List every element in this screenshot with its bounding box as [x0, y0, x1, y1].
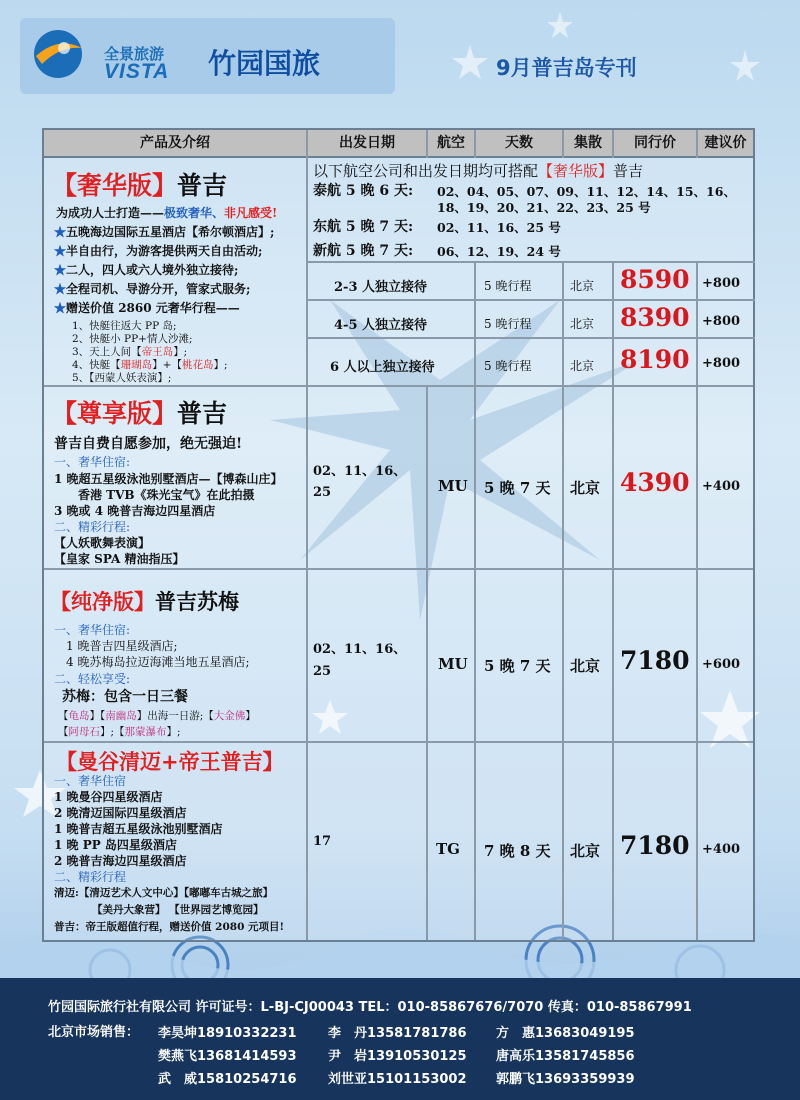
star-bullet-icon: ★: [54, 301, 67, 315]
sales-contact: 尹 岩13910530125: [328, 1049, 467, 1064]
feature-text: 半自由行，为游客提供两天自由活动;: [66, 244, 263, 258]
suggested-price: +400: [702, 479, 741, 494]
luxury-feature: [54, 280, 250, 297]
tour-text: 阿母石: [68, 726, 100, 738]
feature-text: 二人，四人或六人境外独立接待;: [66, 263, 239, 277]
brand-name-en: VISTA: [104, 60, 170, 83]
pure-line: 4 晚苏梅岛拉迈海滩当地五星酒店;: [66, 655, 250, 669]
premium-line: 1 晚超五星级泳池别墅酒店—【博森山庄】: [54, 472, 283, 486]
bangkok-line: 普吉：帝王版超值行程，赠送价值 2080 元项目!: [54, 921, 285, 933]
star-bullet-icon: ★: [54, 225, 67, 239]
trip-length: 5 晚 7 天: [484, 657, 551, 675]
premium-heading: 二、精彩行程:: [54, 520, 131, 534]
grid-line: [474, 130, 476, 158]
sub-text: 】+【: [152, 359, 182, 371]
departure-city: 北京: [570, 317, 595, 331]
trip-length: 5 晚行程: [484, 279, 532, 293]
grid-line: [44, 385, 753, 387]
group-size: 4-5 人独立接待: [334, 318, 428, 333]
tour-text: 】;: [166, 726, 181, 738]
luxury-sub-item: 1、快艇往返大 PP 岛;: [72, 320, 177, 332]
luxury-feature: [54, 261, 238, 278]
col-header-airline: 航空: [437, 135, 465, 151]
suggested-price: +600: [702, 657, 741, 672]
sub-text: 】;: [173, 346, 188, 358]
bangkok-heading: 二、精彩行程: [54, 870, 127, 884]
sales-contact: 樊燕飞13681414593: [158, 1049, 297, 1064]
sub-text: 珊瑚岛: [120, 359, 153, 371]
feature-text: 赠送价值 2860 元奢华行程——: [66, 301, 240, 315]
premium-title-bracket: 【尊享版】: [52, 399, 178, 428]
suggested-price: +400: [702, 842, 741, 857]
airline-code: TG: [436, 840, 460, 858]
pure-title: [50, 586, 239, 616]
pure-line: 1 晚普吉四星级酒店;: [66, 639, 178, 653]
sales-contact: 方 惠13683049195: [496, 1026, 635, 1041]
trip-length: 5 晚行程: [484, 317, 532, 331]
star-bullet-icon: ★: [54, 263, 67, 277]
tour-text: 南幽岛: [105, 710, 137, 722]
tagline-part: 极致奢华、: [164, 206, 225, 220]
airline-intro: [313, 160, 643, 181]
luxury-feature: [54, 242, 262, 259]
premium-line: 3 晚或 4 晚普吉海边四星酒店: [54, 504, 216, 518]
grid-line: [426, 386, 428, 940]
tour-text: 【: [58, 710, 69, 722]
col-header-suggest: 建议价: [704, 135, 747, 151]
premium-heading: 一、奢华住宿:: [54, 455, 131, 469]
bangkok-line: 1 晚 PP 岛四星级酒店: [54, 838, 177, 852]
luxury-title-bracket: 【奢华版】: [52, 171, 178, 200]
sales-contact: 武 威15810254716: [158, 1072, 297, 1087]
grid-line: [306, 299, 755, 301]
premium-line: 【皇家 SPA 精油指压】: [54, 552, 185, 566]
premium-title-rest: 普吉: [177, 399, 228, 428]
tour-text: 【: [58, 726, 69, 738]
grid-line: [612, 130, 614, 158]
tour-text: 】;【: [100, 726, 125, 738]
bangkok-heading: 一、奢华住宿: [54, 774, 127, 788]
tour-text: 龟岛: [68, 710, 90, 722]
sales-label: 北京市场销售：: [48, 1025, 140, 1040]
feature-text: 五晚海边国际五星酒店【希尔顿酒店】;: [66, 225, 275, 239]
trade-price: 8190: [620, 345, 690, 374]
trade-price: 7180: [620, 831, 690, 860]
star-bullet-icon: ★: [54, 282, 67, 296]
grid-line: [562, 130, 564, 158]
luxury-title: [52, 166, 227, 202]
luxury-title-rest: 普吉: [177, 171, 228, 200]
premium-note: 普吉自费自愿参加，绝无强迫!: [54, 436, 243, 452]
trip-length: 5 晚 7 天: [484, 479, 551, 497]
departure-dates: 25: [313, 485, 332, 500]
departure-city: 北京: [570, 842, 601, 860]
new-airline-dates: 06、12、19、24 号: [437, 244, 561, 259]
premium-title: [52, 394, 227, 430]
suggested-price: +800: [702, 314, 741, 329]
thai-airline-label: 泰航 5 晚 6 天:: [313, 183, 414, 199]
pure-heading: 一、奢华住宿:: [54, 623, 131, 637]
intro-part: 以下航空公司和出发日期均可搭配: [313, 162, 539, 180]
trade-price: 7180: [620, 646, 690, 675]
grid-line: [562, 262, 564, 940]
trip-length: 7 晚 8 天: [484, 842, 551, 860]
issue-title: 9月普吉岛专刊: [496, 56, 637, 80]
sub-text: 】;: [213, 359, 228, 371]
luxury-tagline: [56, 204, 277, 221]
grid-line: [44, 741, 753, 743]
east-airline-label: 东航 5 晚 7 天:: [313, 219, 414, 235]
company-title: 竹园国旅: [208, 47, 321, 80]
pure-tour-line: [58, 708, 256, 723]
sales-contact: 郭鹏飞13693359939: [496, 1072, 635, 1087]
luxury-sub-item: 2、快艇小 PP+情人沙滩;: [72, 333, 193, 345]
suggested-price: +800: [702, 276, 741, 291]
sub-text: 帝王岛: [141, 346, 174, 358]
departure-dates: 02、11、16、: [313, 464, 407, 479]
grid-line: [696, 262, 698, 940]
pure-line: 苏梅：包含一日三餐: [62, 689, 188, 705]
grid-line: [696, 130, 698, 158]
premium-line: 香港 TVB《珠光宝气》在此拍摄: [78, 488, 255, 502]
sub-text: 3、天上人间【: [72, 346, 142, 358]
sub-text: 桃花岛: [182, 359, 214, 371]
group-size: 2-3 人独立接待: [334, 280, 428, 295]
grid-line: [44, 568, 753, 570]
grid-line: [306, 130, 308, 940]
grid-line: [612, 262, 614, 940]
departure-city: 北京: [570, 657, 601, 675]
suggested-price: +800: [702, 356, 741, 371]
trade-price: 4390: [620, 468, 690, 497]
departure-city: 北京: [570, 279, 595, 293]
sales-contact: 刘世亚15101153002: [328, 1072, 467, 1087]
thai-airline-dates: 18、19、20、21、22、23、25 号: [437, 200, 651, 215]
tour-text: 】【: [89, 710, 106, 722]
tour-text: 大金佛: [213, 710, 246, 722]
luxury-sub-item: 5、【西蒙人妖表演】;: [72, 372, 172, 384]
tagline-part: 为成功人士打造——: [56, 206, 165, 220]
grid-line: [306, 261, 755, 263]
tour-text: 】出海一日游;【: [136, 710, 214, 722]
pure-title-bracket: 【纯净版】: [50, 590, 155, 614]
grid-line: [306, 337, 755, 339]
bangkok-line: 2 晚清迈国际四星级酒店: [54, 806, 187, 820]
sales-contact: 李 丹13581781786: [328, 1026, 467, 1041]
sales-contact: 李昊坤18910332231: [158, 1026, 297, 1041]
bangkok-title: 【曼谷清迈+帝王普吉】: [56, 750, 284, 774]
intro-part: 普吉: [613, 162, 644, 180]
pure-tour-line: [58, 724, 181, 739]
departure-dates: 02、11、16、: [313, 642, 407, 657]
airline-code: MU: [438, 655, 468, 673]
col-header-product: 产品及介绍: [140, 135, 210, 151]
star-bullet-icon: ★: [54, 244, 67, 258]
luxury-feature: [54, 299, 240, 316]
thai-airline-dates: 02、04、05、07、09、11、12、14、15、16、: [437, 184, 736, 199]
tour-text: 那蒙瀑布: [124, 726, 167, 738]
bangkok-line: 1 晚普吉超五星级泳池别墅酒店: [54, 822, 223, 836]
east-airline-dates: 02、11、16、25 号: [437, 220, 561, 235]
trade-price: 8390: [620, 303, 690, 332]
col-header-price: 同行价: [634, 135, 676, 151]
tour-text: 】: [245, 710, 256, 722]
brand-name-cn: 全景旅游: [104, 46, 165, 63]
sales-contact: 唐高乐13581745856: [496, 1049, 635, 1064]
bangkok-line: 清迈:【清迈艺术人文中心】【嘟嘟车古城之旅】: [54, 887, 274, 899]
departure-dates: 17: [313, 834, 332, 849]
bangkok-line: 2 晚普吉海边四星级酒店: [54, 854, 187, 868]
airline-code: MU: [438, 477, 468, 495]
luxury-feature: [54, 223, 274, 240]
group-size: 6 人以上独立接待: [330, 360, 435, 375]
pure-title-rest: 普吉苏梅: [155, 590, 239, 614]
premium-line: 【人妖歌舞表演】: [54, 536, 151, 550]
trip-length: 5 晚行程: [484, 359, 532, 373]
col-header-date: 出发日期: [339, 135, 395, 151]
new-airline-label: 新航 5 晚 7 天:: [313, 243, 414, 259]
departure-city: 北京: [570, 479, 601, 497]
vista-logo-icon: [30, 26, 86, 82]
bangkok-line: 【美丹大象营】 【世界园艺博览园】: [92, 904, 264, 916]
company-contact-line: 竹园国际旅行社有限公司 许可证号：L-BJ-CJ00043 TEL：010-85867676/7070 传真：010-85867991: [48, 1000, 692, 1015]
grid-line: [474, 262, 476, 940]
feature-text: 全程司机、导游分开，管家式服务;: [66, 282, 251, 296]
sub-text: 4、快艇【: [72, 359, 121, 371]
col-header-days: 天数: [505, 135, 533, 151]
grid-line: [426, 130, 428, 158]
col-header-city: 集散: [574, 135, 602, 151]
pure-heading: 二、轻松享受:: [54, 672, 131, 686]
intro-part: 【奢华版】: [538, 162, 614, 180]
bangkok-line: 1 晚曼谷四星级酒店: [54, 790, 163, 804]
departure-city: 北京: [570, 359, 595, 373]
trade-price: 8590: [620, 265, 690, 294]
tagline-part: 非凡感受!: [224, 206, 278, 220]
departure-dates: 25: [313, 664, 332, 679]
